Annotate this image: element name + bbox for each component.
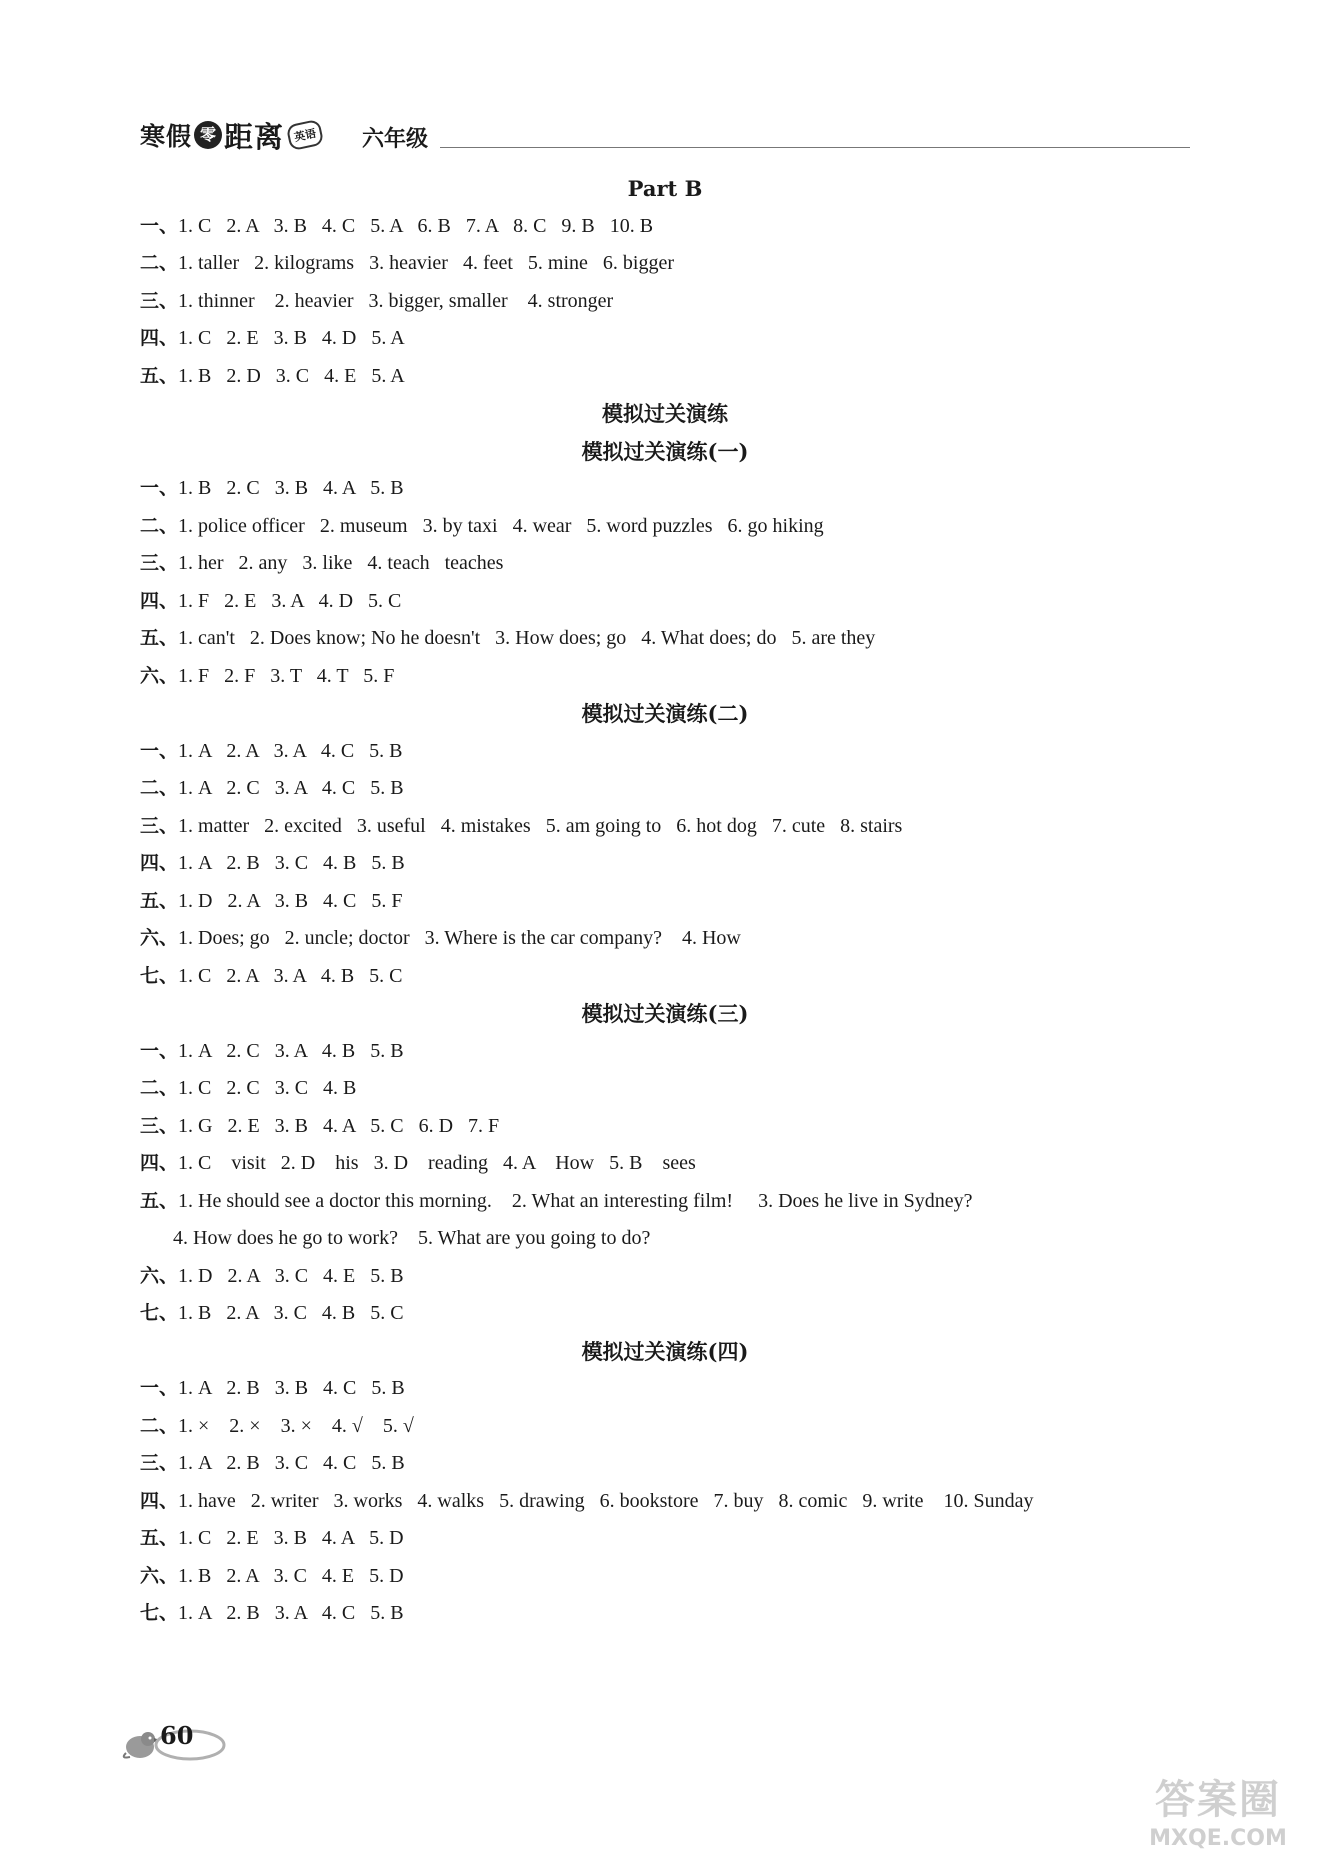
answer-line: [140, 845, 1190, 883]
answer-text: 1. Does; go 2. uncle; doctor 3. Where is the car company? 4. How: [178, 927, 741, 949]
question-number: 七、: [140, 1602, 179, 1624]
question-number: 五、: [140, 364, 179, 387]
section-title: 模拟过关演练: [602, 401, 728, 426]
answer-text: 1. B 2. A 3. C 4. E 5. D: [178, 1564, 404, 1587]
answer-line: [140, 770, 1190, 808]
question-number: 四、: [140, 1489, 179, 1512]
question-number: 一、: [140, 739, 179, 762]
section-title: 模拟过关演练(二): [581, 701, 749, 726]
question-number: 六、: [140, 664, 179, 687]
answer-line: [140, 508, 1190, 546]
page-header: [140, 118, 1190, 152]
question-number: 四、: [140, 327, 179, 349]
question-number: 二、: [140, 1414, 179, 1437]
page-number: 60: [160, 1721, 194, 1750]
answer-line: [140, 1220, 1190, 1258]
answer-text: 1. A 2. B 3. C 4. C 5. B: [178, 1452, 405, 1474]
answer-line: [140, 320, 1190, 358]
question-number: 五、: [140, 627, 179, 649]
answer-text: 1. B 2. A 3. C 4. B 5. C: [178, 1302, 404, 1324]
answer-line: [140, 1258, 1190, 1296]
answer-text: 1. matter 2. excited 3. useful 4. mistakes 5. am going to 6. hot dog 7. cute 8. stairs: [178, 814, 903, 837]
answer-text: 1. thinner 2. heavier 3. bigger, smaller 4. stronger: [178, 289, 614, 312]
answer-line: [140, 245, 1190, 283]
question-number: 七、: [140, 1302, 179, 1324]
logo-text-a: 寒假: [140, 122, 193, 151]
answer-content: [140, 170, 1190, 1633]
section-title: 模拟过关演练(四): [581, 1338, 749, 1364]
section-title: Part B: [627, 176, 703, 201]
question-number: 二、: [140, 252, 179, 274]
answer-line: [140, 1295, 1190, 1333]
answer-line: [140, 808, 1190, 846]
answer-line: [140, 583, 1190, 621]
watermark-url: MXQE.COM: [1149, 1826, 1287, 1851]
answer-line: [140, 1595, 1190, 1633]
answer-text: 1. police officer 2. museum 3. by taxi 4. wear 5. word puzzles 6. go hiking: [178, 514, 824, 537]
question-number: 七、: [140, 964, 179, 987]
question-number: 一、: [140, 1039, 179, 1062]
answer-text: 1. A 2. C 3. A 4. B 5. B: [178, 1039, 404, 1062]
answer-text: 1. × 2. × 3. × 4. √ 5. √: [178, 1414, 414, 1437]
question-number: 二、: [140, 514, 179, 537]
answer-line: [140, 1183, 1190, 1221]
answer-line: [140, 208, 1190, 246]
header-rule: [440, 147, 1190, 148]
answer-line: [140, 733, 1190, 771]
answer-text: 1. A 2. B 3. B 4. C 5. B: [178, 1377, 405, 1399]
question-number: 三、: [140, 1114, 179, 1137]
answer-line: [140, 1483, 1190, 1521]
answer-line: [140, 1033, 1190, 1071]
section-title: 模拟过关演练(一): [581, 438, 749, 464]
question-number: 四、: [140, 852, 179, 874]
logo-subject-badge: 英语: [286, 119, 325, 152]
answer-text: 1. A 2. A 3. A 4. C 5. B: [178, 739, 403, 762]
grade-label: 六年级: [362, 126, 429, 152]
question-number: 一、: [140, 214, 179, 237]
answer-line: [140, 1520, 1190, 1558]
question-number: 三、: [140, 289, 179, 312]
answer-text: 1. have 2. writer 3. works 4. walks 5. drawing 6. bookstore 7. buy 8. comic 9. write 10. Sunday: [178, 1489, 1034, 1512]
answer-text: 1. C 2. A 3. B 4. C 5. A 6. B 7. A 8. C 9. B 10. B: [178, 214, 654, 237]
question-number: 四、: [140, 589, 179, 612]
question-number: 六、: [140, 1264, 179, 1287]
question-number: 五、: [140, 1189, 179, 1212]
answer-text: 1. C visit 2. D his 3. D reading 4. A How 5. B sees: [178, 1152, 696, 1174]
answer-line: [140, 470, 1190, 508]
book-logo: [140, 118, 322, 152]
page-footer: [120, 1715, 230, 1765]
answer-line: [140, 658, 1190, 696]
answer-line: [140, 283, 1190, 321]
answer-text: 1. C 2. E 3. B 4. D 5. A: [178, 327, 405, 349]
question-number: 一、: [140, 1377, 179, 1399]
answer-text: 1. C 2. C 3. C 4. B: [178, 1077, 357, 1099]
answer-text: 1. F 2. F 3. T 4. T 5. F: [178, 664, 395, 687]
answer-text: 1. D 2. A 3. B 4. C 5. F: [178, 889, 403, 912]
answer-line: [140, 1445, 1190, 1483]
question-number: 二、: [140, 777, 179, 799]
question-number: 一、: [140, 477, 179, 499]
answer-text: 1. her 2. any 3. like 4. teach teaches: [178, 552, 504, 574]
answer-line: [140, 1108, 1190, 1146]
answer-line: [140, 1145, 1190, 1183]
answer-line: [140, 920, 1190, 958]
question-number: 五、: [140, 1527, 179, 1549]
answer-line: [140, 883, 1190, 921]
answer-line: [140, 1558, 1190, 1596]
question-number: 三、: [140, 1452, 179, 1474]
answer-text: 1. F 2. E 3. A 4. D 5. C: [178, 589, 402, 612]
answer-line: [140, 1370, 1190, 1408]
question-number: 六、: [140, 927, 179, 949]
answer-text: 1. A 2. C 3. A 4. C 5. B: [178, 777, 404, 799]
question-number: 三、: [140, 814, 179, 837]
answer-line: [140, 1070, 1190, 1108]
answer-text: 4. How does he go to work? 5. What are you going to do?: [173, 1227, 651, 1249]
answer-text: 1. taller 2. kilograms 3. heavier 4. feet 5. mine 6. bigger: [178, 252, 674, 274]
logo-zero-badge: 零: [194, 121, 222, 149]
answer-text: 1. A 2. B 3. A 4. C 5. B: [178, 1602, 404, 1624]
answer-text: 1. He should see a doctor this morning. 2. What an interesting film! 3. Does he live in Sydney?: [178, 1189, 973, 1212]
answer-text: 1. A 2. B 3. C 4. B 5. B: [178, 852, 405, 874]
answer-line: [140, 545, 1190, 583]
answer-text: 1. G 2. E 3. B 4. A 5. C 6. D 7. F: [178, 1114, 500, 1137]
watermark-title: 答案圈: [1155, 1777, 1281, 1823]
answer-line: [140, 358, 1190, 396]
answer-line: [140, 1408, 1190, 1446]
answer-text: 1. B 2. D 3. C 4. E 5. A: [178, 364, 405, 387]
answer-line: [140, 620, 1190, 658]
watermark: [1123, 1775, 1313, 1863]
answer-text: 1. C 2. E 3. B 4. A 5. D: [178, 1527, 404, 1549]
question-number: 二、: [140, 1077, 179, 1099]
question-number: 四、: [140, 1152, 179, 1174]
question-number: 五、: [140, 889, 179, 912]
answer-text: 1. B 2. C 3. B 4. A 5. B: [178, 477, 404, 499]
answer-text: 1. can't 2. Does know; No he doesn't 3. How does; go 4. What does; do 5. are they: [178, 627, 876, 649]
logo-text-b: 距离: [224, 119, 285, 154]
section-title: 模拟过关演练(三): [581, 1001, 749, 1026]
answer-text: 1. D 2. A 3. C 4. E 5. B: [178, 1264, 404, 1287]
answer-text: 1. C 2. A 3. A 4. B 5. C: [178, 964, 403, 987]
question-number: 三、: [140, 552, 179, 574]
question-number: 六、: [140, 1564, 179, 1587]
answer-line: [140, 958, 1190, 996]
